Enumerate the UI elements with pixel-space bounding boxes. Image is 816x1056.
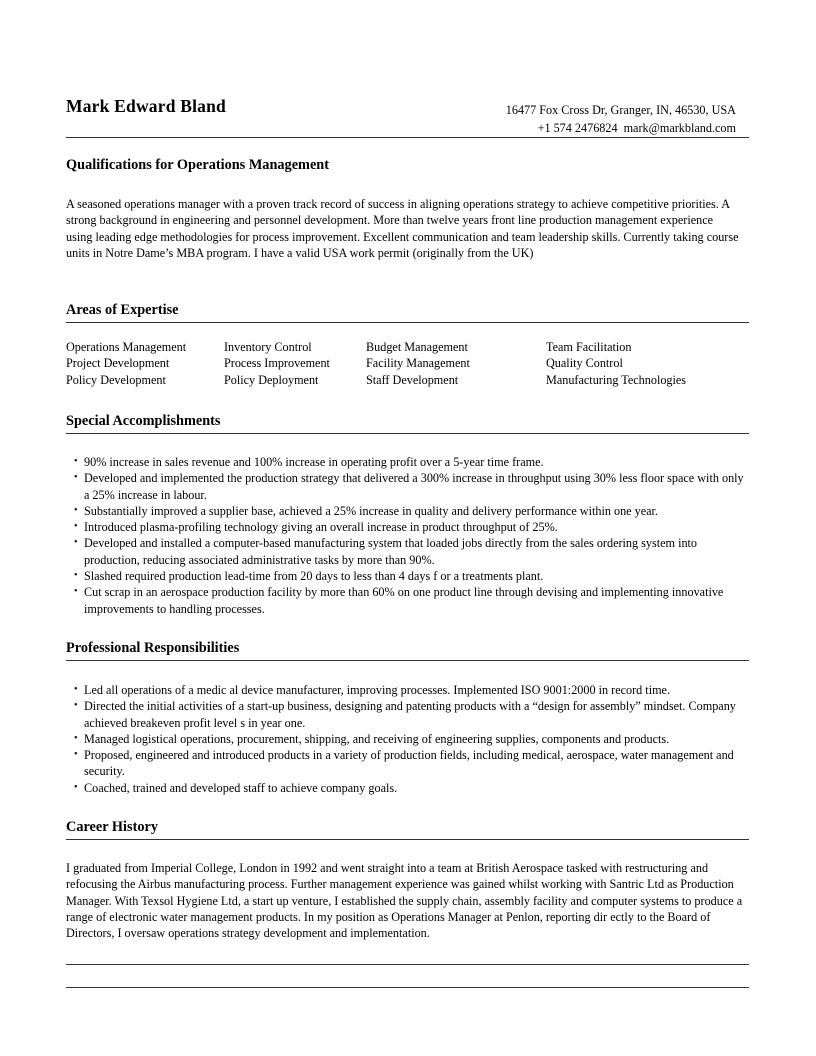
- expertise-item: Inventory Control: [224, 340, 312, 354]
- list-item: • 90% increase in sales revenue and 100% increase in operating profit over a 5-year time frame.: [74, 454, 746, 470]
- accomplishments-list: [74, 454, 746, 617]
- contact-block: [506, 101, 736, 137]
- expertise-item: Policy Deployment: [224, 372, 319, 387]
- expertise-column: [66, 339, 186, 388]
- footer-divider: [66, 964, 749, 965]
- expertise-item: Staff Development: [366, 372, 459, 387]
- list-item: • Coached, trained and developed staff to achieve company goals.: [74, 780, 746, 796]
- list-item: • Cut scrap in an aerospace production facility by more than 60% on one product line through devising and implementing innovative improvements to handling processes.: [74, 584, 746, 617]
- accomplishments-title: Special Accomplishments: [66, 413, 221, 429]
- phone-email-line: [506, 119, 736, 137]
- list-item: • Substantially improved a supplier base, achieved a 25% increase in quality and delivery performance within one year.: [74, 503, 746, 519]
- list-item: • Directed the initial activities of a start-up business, designing and patenting products with a “design for assembly” mindset. Company achieved breakeven profit level s in year one.: [74, 698, 746, 731]
- expertise-item: Manufacturing Technologies: [546, 372, 687, 387]
- expertise-title: Areas of Expertise: [66, 302, 179, 318]
- expertise-item: Team Facilitation: [546, 340, 632, 354]
- responsibilities-list: [74, 682, 746, 796]
- responsibilities-divider: [66, 660, 749, 661]
- list-item: • Proposed, engineered and introduced products in a variety of production fields, including medical, aerospace, water management and security.: [74, 747, 746, 780]
- responsibilities-title: Professional Responsibilities: [66, 640, 240, 656]
- expertise-item: Facility Management: [366, 356, 470, 371]
- expertise-item: Quality Control: [546, 356, 623, 371]
- accomplishments-divider: [66, 433, 749, 434]
- expertise-column: [546, 339, 686, 388]
- footer-divider: [66, 987, 749, 988]
- qualifications-title: Qualifications for Operations Management: [66, 157, 330, 173]
- list-item: • Introduced plasma-profiling technology giving an overall increase in product throughput of 25%.: [74, 519, 746, 535]
- expertise-item: Budget Management: [366, 340, 468, 354]
- candidate-name: Mark Edward Bland: [66, 96, 226, 116]
- expertise-item: Project Development: [66, 356, 170, 371]
- list-item: • Managed logistical operations, procurement, shipping, and receiving of engineering supplies, components and products.: [74, 731, 746, 747]
- career-text: I graduated from Imperial College, London in 1992 and went straight into a team at British Aerospace tasked with restructuring and refocusing the Airbus manufacturing process. Further management experience was gained whilst working with Santric Ltd as Production Manager. With Texsol Hygiene Ltd, a start up venture, I established the supply chain, assembly facility and computer systems to produce a range of electronic water management products. In my position as Operations Manager at Penlon, reporting dir ectly to the Board of Directors, I oversaw operations strategy development and implementation.: [66, 861, 743, 941]
- list-item: • Slashed required production lead-time from 20 days to less than 4 days f or a treatments plant.: [74, 568, 746, 584]
- list-item: • Developed and installed a computer-based manufacturing system that loaded jobs directly from the sales ordering system into production, reducing associated administrative tasks by more than 90%.: [74, 535, 746, 568]
- list-item: • Led all operations of a medic al device manufacturer, improving processes. Implemented ISO 9001:2000 in record time.: [74, 682, 746, 698]
- qualifications-summary: A seasoned operations manager with a proven track record of success in aligning operations strategy to achieve competitive priorities. A strong background in engineering and personnel development. More than twelve years front line production management experience using leading edge methodologies for process improvement. Excellent communication and team leadership skills. Currently taking course units in Notre Dame’s MBA program. I have a valid USA work permit (originally from the UK): [66, 197, 739, 260]
- list-item: • Developed and implemented the production strategy that delivered a 300% increase in throughput using 30% less floor space with only a 25% increase in labour.: [74, 470, 746, 503]
- expertise-column: [224, 339, 330, 388]
- email: mark@markbland.com: [623, 121, 736, 135]
- expertise-item: Process Improvement: [224, 356, 330, 371]
- phone: +1 574 2476824: [537, 121, 618, 135]
- career-title: Career History: [66, 819, 158, 835]
- expertise-item: Policy Development: [66, 372, 166, 387]
- header-divider: [66, 137, 749, 138]
- expertise-divider: [66, 322, 749, 323]
- expertise-column: [366, 339, 470, 388]
- address: 16477 Fox Cross Dr, Granger, IN, 46530, USA: [505, 103, 736, 117]
- career-divider: [66, 839, 749, 840]
- expertise-item: Operations Management: [66, 340, 187, 354]
